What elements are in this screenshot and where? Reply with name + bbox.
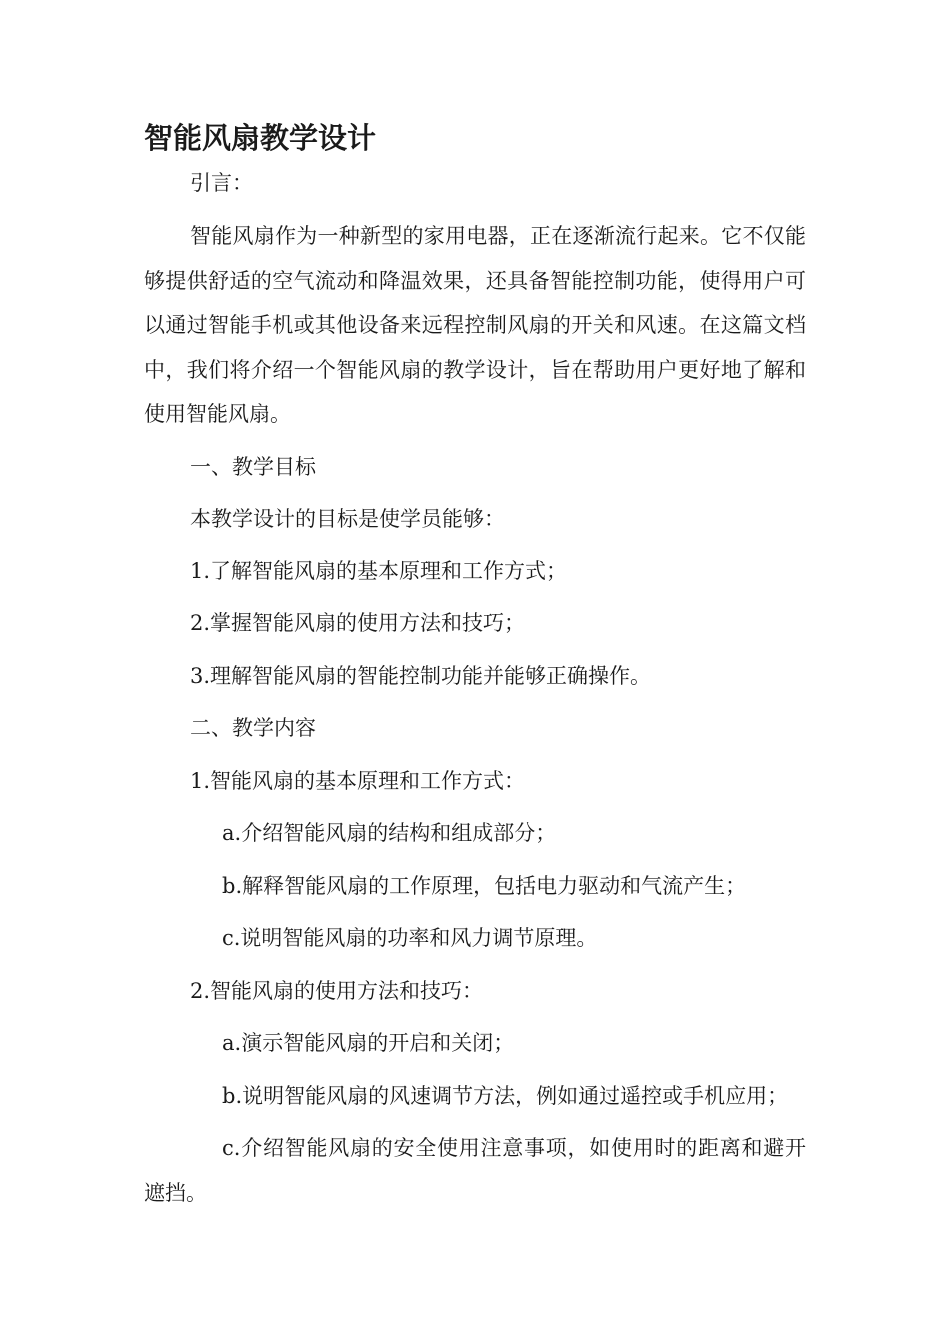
content-item: b.解释智能风扇的工作原理，包括电力驱动和气流产生；: [222, 874, 747, 898]
content-part2-heading: 2.智能风扇的使用方法和技巧：: [190, 979, 484, 1003]
content-item: a.演示智能风扇的开启和关闭；: [222, 1031, 515, 1055]
content-item: c.介绍智能风扇的安全使用注意事项，如使用时的距离和避开遮挡。: [144, 1136, 806, 1205]
content-item: b.说明智能风扇的风速调节方法，例如通过遥控或手机应用；: [222, 1084, 789, 1108]
document-title: 智能风扇教学设计: [144, 121, 377, 155]
content-item: c.说明智能风扇的功率和风力调节原理。: [222, 926, 598, 950]
section2-heading: 二、教学内容: [190, 716, 316, 740]
objective-item: 1.了解智能风扇的基本原理和工作方式；: [190, 559, 568, 583]
objective-item: 2.掌握智能风扇的使用方法和技巧；: [190, 611, 526, 635]
section1-lead: 本教学设计的目标是使学员能够：: [190, 507, 505, 531]
intro-paragraph: 智能风扇作为一种新型的家用电器，正在逐渐流行起来。它不仅能够提供舒适的空气流动和降温效果，还具备智能控制功能，使得用户可以通过智能手机或其他设备来远程控制风扇的开关和风速。在这篇文档中，我们将介绍一个智能风扇的教学设计，旨在帮助用户更好地了解和使用智能风扇。: [144, 224, 806, 426]
intro-heading: 引言：: [190, 171, 253, 195]
content-part1-heading: 1.智能风扇的基本原理和工作方式：: [190, 769, 526, 793]
section1-heading: 一、教学目标: [190, 455, 316, 479]
content-item: a.介绍智能风扇的结构和组成部分；: [222, 821, 557, 845]
objective-item: 3.理解智能风扇的智能控制功能并能够正确操作。: [190, 664, 652, 688]
